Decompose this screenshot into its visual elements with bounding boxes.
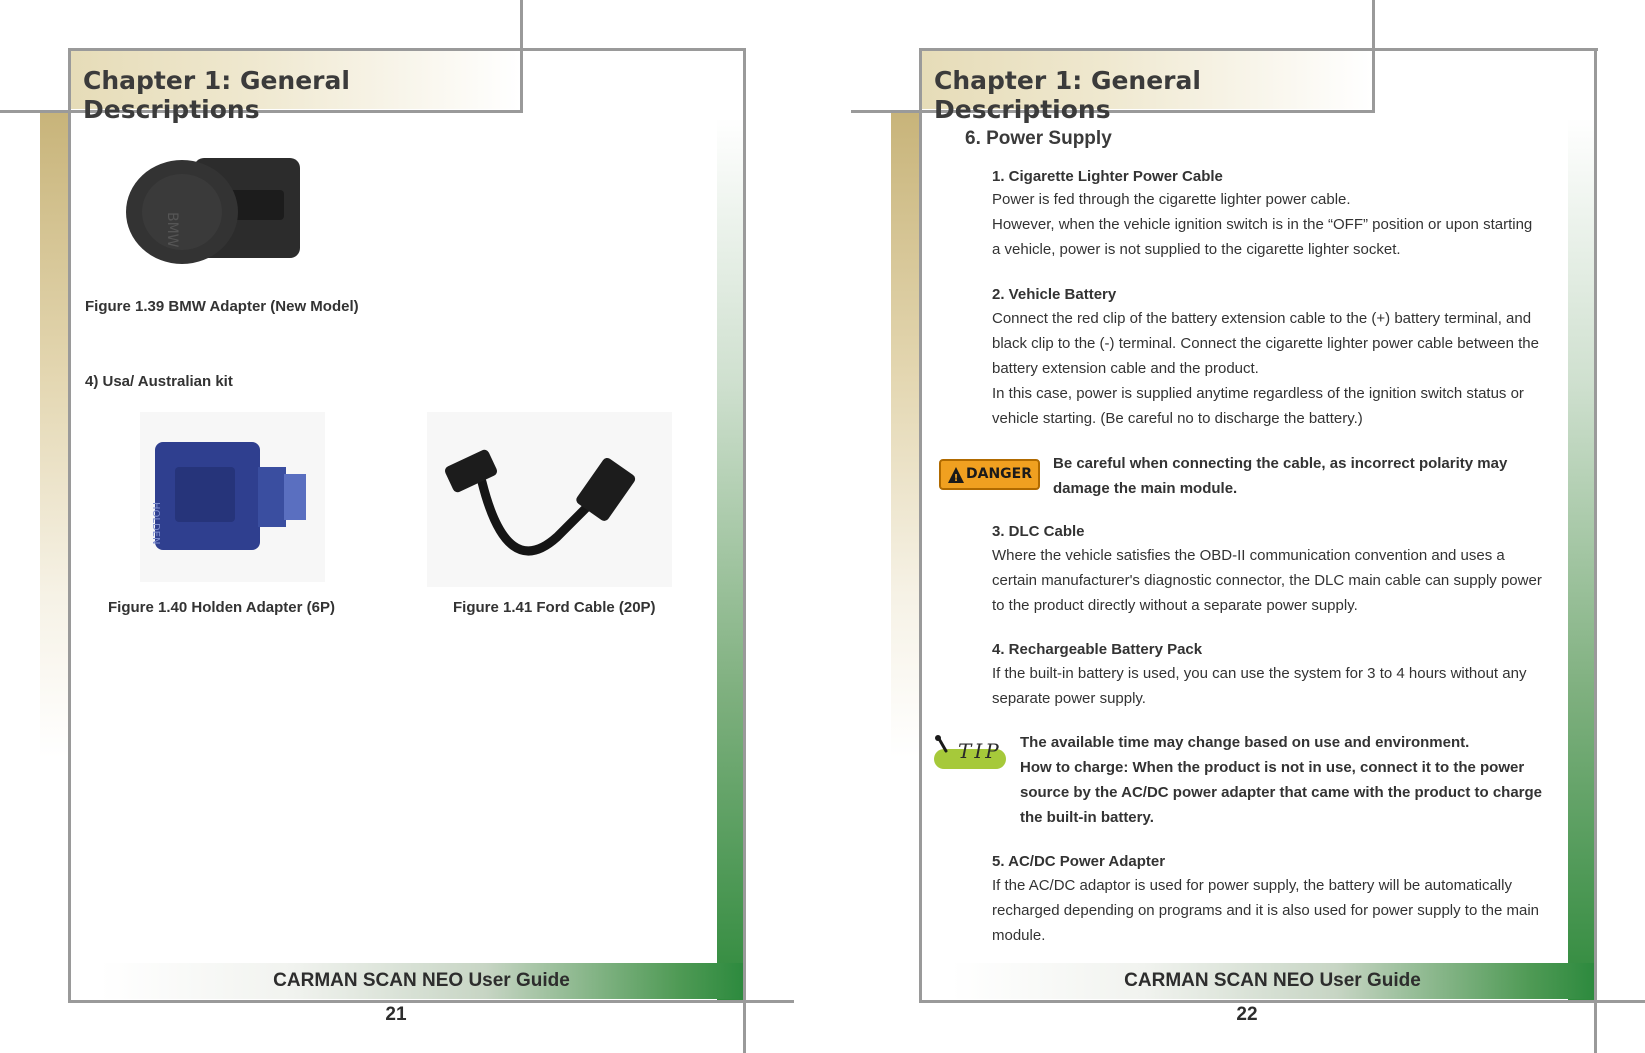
frame-line (851, 110, 1375, 113)
danger-badge (939, 459, 1040, 490)
item-heading: 5. AC/DC Power Adapter (992, 853, 1166, 870)
text-line: vehicle starting. (Be careful no to discharge the battery.) (992, 410, 1363, 427)
item-body (992, 306, 1539, 431)
item-body (992, 661, 1526, 711)
text-line: Be careful when connecting the cable, as incorrect polarity may (1053, 455, 1508, 472)
text-line: In this case, power is supplied anytime regardless of the ignition switch status or (992, 385, 1524, 402)
item-body (992, 543, 1542, 618)
danger-badge-label: DANGER (966, 466, 1033, 482)
figure-caption-1-39: Figure 1.39 BMW Adapter (New Model) (85, 298, 359, 315)
frame-line (1372, 0, 1375, 113)
chapter-title: Chapter 1: General Descriptions (71, 51, 520, 109)
item-heading: 2. Vehicle Battery (992, 286, 1117, 303)
text-line: source by the AC/DC power adapter that came with the product to charge (1020, 784, 1543, 801)
frame-line (1594, 48, 1597, 1053)
text-line: module. (992, 927, 1046, 944)
gold-side-bar (40, 113, 68, 758)
text-line: If the AC/DC adaptor is used for power supply, the battery will be automatically (992, 877, 1512, 894)
page-footer: CARMAN SCAN NEO User Guide (100, 963, 743, 999)
page-number: 22 (1236, 1004, 1258, 1025)
item-heading: 1. Cigarette Lighter Power Cable (992, 168, 1223, 185)
text-line: The available time may change based on use and environment. (1020, 734, 1470, 751)
frame-line (0, 110, 523, 113)
text-line: Power is fed through the cigarette lighter power cable. (992, 191, 1351, 208)
ford-cable-image (427, 412, 672, 587)
text-line: If the built-in battery is used, you can use the system for 3 to 4 hours without any (992, 665, 1527, 682)
text-line: certain manufacturer's diagnostic connector, the DLC main cable can supply power (992, 572, 1542, 589)
frame-line (68, 1000, 794, 1003)
text-line: black clip to the (-) terminal. Connect the cigarette lighter power cable between the (992, 335, 1539, 352)
green-side-bar (717, 118, 743, 1000)
gold-side-bar (891, 113, 919, 758)
frame-line (743, 48, 746, 1053)
page-footer: CARMAN SCAN NEO User Guide (951, 963, 1594, 999)
text-line: a vehicle, power is not supplied to the cigarette lighter socket. (992, 241, 1401, 258)
text-line: However, when the vehicle ignition switch is in the “OFF” position or upon starting (992, 216, 1533, 233)
svg-text:BMW: BMW (164, 212, 180, 248)
item-heading: 3. DLC Cable (992, 523, 1085, 540)
tip-note (1020, 730, 1542, 830)
section-title: 6. Power Supply (965, 128, 1112, 149)
text-line: damage the main module. (1053, 480, 1238, 497)
danger-note (1053, 451, 1507, 501)
tip-badge (932, 733, 1008, 773)
item-body (992, 187, 1532, 262)
item-body (992, 873, 1539, 948)
tip-badge-label: TIP (958, 739, 1002, 763)
frame-line (919, 1000, 1645, 1003)
text-line: to the product directly without a separate power supply. (992, 597, 1358, 614)
text-line: battery extension cable and the product. (992, 360, 1259, 377)
frame-line (68, 48, 71, 1003)
text-line: the built-in battery. (1020, 809, 1154, 826)
figure-caption-1-40: Figure 1.40 Holden Adapter (6P) (108, 599, 335, 616)
bmw-adapter-image (124, 150, 314, 270)
text-line: Where the vehicle satisfies the OBD-II communication convention and uses a (992, 547, 1505, 564)
figure-caption-1-41: Figure 1.41 Ford Cable (20P) (453, 599, 656, 616)
text-line: Connect the red clip of the battery extension cable to the (+) battery terminal, and (992, 310, 1532, 327)
item-heading: 4. Rechargeable Battery Pack (992, 641, 1203, 658)
text-line: recharged depending on programs and it is also used for power supply to the main (992, 902, 1539, 919)
frame-line (520, 0, 523, 113)
svg-text:!: ! (953, 473, 959, 484)
holden-adapter-image (140, 412, 325, 582)
chapter-title: Chapter 1: General Descriptions (922, 51, 1372, 109)
text-line: separate power supply. (992, 690, 1146, 707)
text-line: How to charge: When the product is not in use, connect it to the power (1020, 759, 1525, 776)
green-side-bar (1568, 118, 1594, 1000)
kit-label: 4) Usa/ Australian kit (85, 373, 233, 390)
frame-line (919, 48, 922, 1003)
svg-text:HOLDEN: HOLDEN (150, 502, 161, 545)
page-number: 21 (385, 1004, 407, 1025)
